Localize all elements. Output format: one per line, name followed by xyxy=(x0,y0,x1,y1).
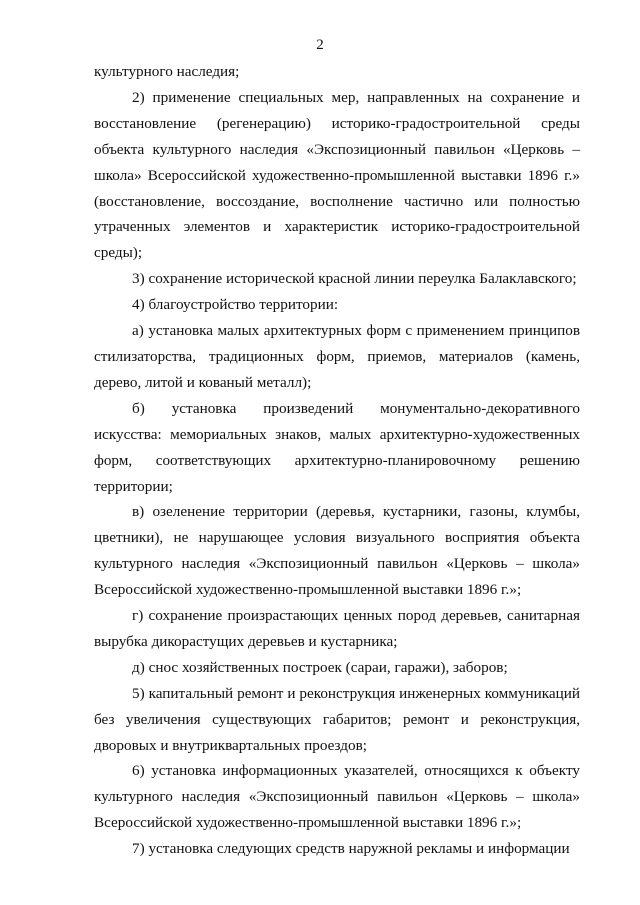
paragraph-item-6: 6) установка информационных указателей, относящихся к объекту культурного наследия «Экспозиционный павильон «Церковь – школа» Всероссийской художественно-промышленной выставки 1896 г.»; xyxy=(94,762,580,832)
paragraph-subitem-v: в) озеленение территории (деревья, кустарники, газоны, клумбы, цветники), не нарушающее условия визуального восприятия объекта культурного наследия «Экспозиционный павильон «Церковь – школа» Всероссийской художественно-промышленной выставки 1896 г.»; xyxy=(94,503,580,599)
paragraph-item-5: 5) капитальный ремонт и реконструкция инженерных коммуникаций без увеличения существующих габаритов; ремонт и реконструкция, дворовых и внутриквартальных проездов; xyxy=(94,684,580,754)
paragraph-subitem-a: а) установка малых архитектурных форм с применением принципов стилизаторства, традиционных форм, приемов, материалов (камень, дерево, литой и кованый металл); xyxy=(94,322,580,391)
page-number: 2 xyxy=(316,37,324,53)
document-body xyxy=(94,59,580,862)
paragraph-subitem-g: г) сохранение произрастающих ценных пород деревьев, санитарная вырубка дикорастущих деревьев и кустарника; xyxy=(94,607,580,650)
paragraph-item-4: 4) благоустройство территории: xyxy=(132,296,339,314)
paragraph-subitem-b: б) установка произведений монументально-декоративного искусства: мемориальных знаков, малых архитектурно-художественных форм, соответствующих архитектурно-планировочному решению территории; xyxy=(94,399,580,495)
paragraph-item-7: 7) установка следующих средств наружной рекламы и информации xyxy=(132,840,570,858)
paragraph-item-3: 3) сохранение исторической красной линии переулка Балаклавского; xyxy=(132,270,577,288)
paragraph-item-2: 2) применение специальных мер, направленных на сохранение и восстановление (регенерацию) историко-градостроительной среды объекта культурного наследия «Экспозиционный павильон «Церковь – школа» Всероссийской художественно-промышленной выставки 1896 г.» (восстановление, воссоздание, восполнение частично или полностью утраченных элементов и характеристик историко-градостроительной среды); xyxy=(94,88,580,262)
paragraph-continuation: культурного наследия; xyxy=(94,63,240,80)
paragraph-subitem-d: д) снос хозяйственных построек (сараи, гаражи), заборов; xyxy=(132,658,508,676)
